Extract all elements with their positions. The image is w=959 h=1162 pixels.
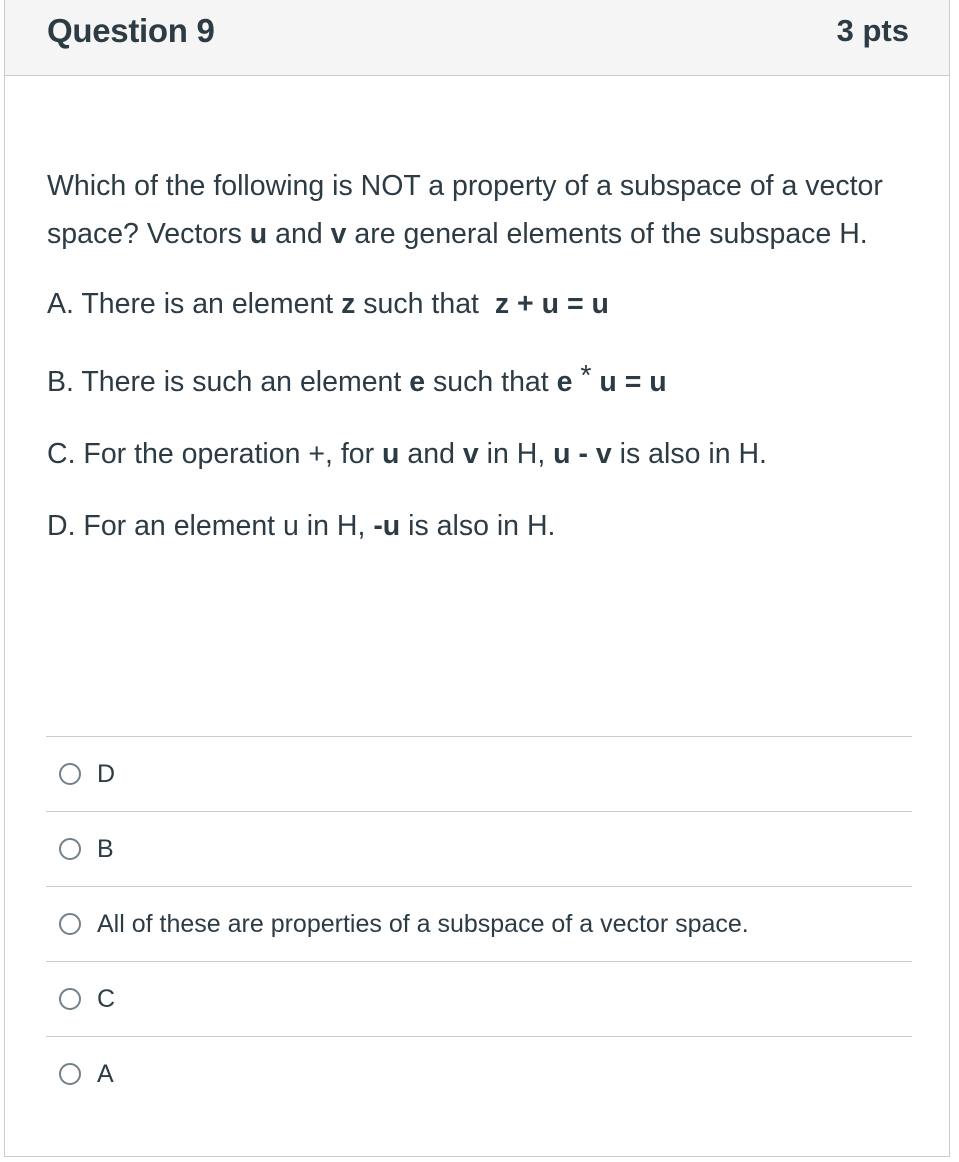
question-title: Question 9: [47, 11, 215, 49]
radio-button[interactable]: [59, 838, 81, 860]
answer-label[interactable]: All of these are properties of a subspace of a vector space.: [97, 909, 749, 938]
statement-b-prefix: B. There is such an element: [47, 366, 410, 398]
statement-c-mid: in H,: [478, 438, 554, 470]
statement-c: [47, 434, 889, 474]
statement-b: [47, 356, 889, 402]
statement-d-prefix: D. For an element u in H,: [47, 510, 374, 542]
statement-c-u: u: [382, 438, 400, 470]
statement-a-z: z: [341, 288, 356, 320]
question-body: [5, 76, 949, 546]
answer-label[interactable]: B: [97, 834, 114, 863]
statement-a: [47, 284, 889, 324]
answer-option-d[interactable]: [46, 736, 912, 811]
question-header: [5, 0, 949, 76]
radio-button[interactable]: [59, 763, 81, 785]
prompt-vector-v: v: [330, 218, 347, 250]
statement-c-suffix: is also in H.: [611, 438, 767, 470]
statement-a-mid: such that: [355, 288, 487, 320]
prompt-text-2: and: [267, 218, 331, 250]
prompt-vector-u: u: [249, 218, 268, 250]
radio-button[interactable]: [59, 1063, 81, 1085]
statement-c-equation: u - v: [553, 438, 612, 470]
question-prompt: [47, 162, 889, 258]
statement-c-and: and: [399, 438, 463, 470]
answer-label[interactable]: C: [97, 984, 116, 1013]
answer-label[interactable]: A: [97, 1059, 114, 1088]
statement-b-eq-e: e: [556, 366, 573, 398]
statement-a-prefix: A. There is an element: [47, 288, 342, 320]
answer-option-b[interactable]: [46, 811, 912, 886]
answer-option-a[interactable]: [46, 1036, 912, 1111]
statement-d-neg-u: -u: [373, 510, 401, 542]
answer-list: [46, 736, 912, 1111]
statement-a-equation: z + u = u: [494, 288, 609, 320]
prompt-text-1: Which of the following is NOT a property of a subspace of a vector space? Vectors: [47, 170, 883, 250]
answer-option-c[interactable]: [46, 961, 912, 1036]
radio-button[interactable]: [59, 988, 81, 1010]
question-points: 3 pts: [836, 12, 909, 48]
statement-b-equation: u = u: [599, 366, 667, 398]
statement-b-star: *: [572, 360, 600, 392]
answer-option-all[interactable]: [46, 886, 912, 961]
answer-label[interactable]: D: [97, 759, 116, 788]
statement-c-v: v: [462, 438, 479, 470]
question-card: [4, 0, 950, 1157]
statement-c-prefix: C. For the operation +, for: [47, 438, 383, 470]
prompt-text-3: are general elements of the subspace H.: [346, 218, 868, 250]
statement-d-suffix: is also in H.: [400, 510, 556, 542]
statement-b-mid: such that: [425, 366, 557, 398]
radio-button[interactable]: [59, 913, 81, 935]
statement-d: [47, 506, 889, 546]
statement-b-e: e: [409, 366, 426, 398]
